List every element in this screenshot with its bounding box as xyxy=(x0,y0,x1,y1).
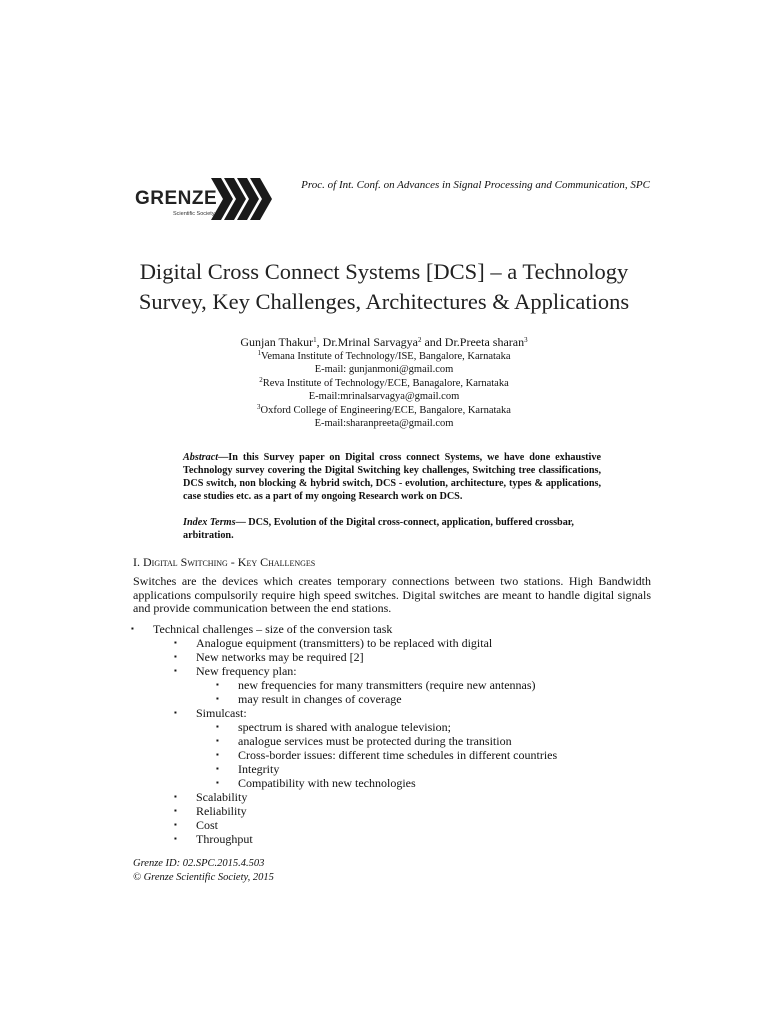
logo-wordmark: GRENZE xyxy=(135,188,218,209)
abstract-text: —In this Survey paper on Digital cross connect Systems, we have done exhaustive Technology survey covering the Digital Switching key challenges, Switching tree classifications, DCS switch, non blocking & hybrid switch, DCS - evolution, architecture, types & applications, case studies etc. as a part of my ongoing Research work on DCS. xyxy=(183,452,601,502)
list-item xyxy=(216,692,402,706)
author-1: Gunjan Thakur xyxy=(240,335,314,349)
list-item xyxy=(131,622,393,636)
index-terms-text: — DCS, Evolution of the Digital cross-connect, application, buffered crossbar, arbitration. xyxy=(183,517,574,541)
list-item-text: Analogue equipment (transmitters) to be replaced with digital xyxy=(196,636,493,650)
bullet-icon: ▪ xyxy=(174,834,177,843)
title-line-1: Digital Cross Connect Systems [DCS] – a Technology xyxy=(139,259,629,284)
affiliation-3 xyxy=(0,404,768,417)
abstract-label: Abstract xyxy=(183,452,219,463)
proceedings-header: Proc. of Int. Conf. on Advances in Signal Processing and Communication, SPC xyxy=(301,179,650,191)
list-item-text: Throughput xyxy=(196,832,253,846)
list-item-text: Scalability xyxy=(196,790,248,804)
author-2-sup: 2 xyxy=(417,336,422,344)
list-item xyxy=(174,790,248,804)
affiliation-1-sup: 1 xyxy=(257,349,261,357)
affiliation-1-text: Vemana Institute of Technology/ISE, Bangalore, Karnataka xyxy=(260,351,511,362)
author-2: , Dr.Mrinal Sarvagya xyxy=(316,335,418,349)
index-terms-label: Index Terms xyxy=(183,517,236,528)
grenze-logo xyxy=(133,176,278,224)
index-terms xyxy=(183,516,601,542)
section-number: I. xyxy=(133,555,140,569)
list-item xyxy=(174,664,297,678)
bullet-icon: ▪ xyxy=(174,652,177,661)
grenze-id: Grenze ID: 02.SPC.2015.4.503 xyxy=(133,858,265,869)
bullet-icon: ▪ xyxy=(174,708,177,717)
list-item xyxy=(174,650,364,664)
list-item xyxy=(216,776,416,790)
list-item xyxy=(174,804,247,818)
list-item-text: Simulcast: xyxy=(196,706,247,720)
section-title: Digital Switching - Key Challenges xyxy=(143,555,316,569)
author-3: and Dr.Preeta sharan xyxy=(421,335,525,349)
list-item xyxy=(216,720,451,734)
bullet-icon: ▪ xyxy=(216,736,219,745)
affiliation-3-text: Oxford College of Engineering/ECE, Bangalore, Karnataka xyxy=(260,404,511,416)
list-item-text: Compatibility with new technologies xyxy=(238,776,416,790)
email-3: E-mail:sharanpreeta@gmail.com xyxy=(314,418,454,430)
bullet-icon: ▪ xyxy=(216,750,219,759)
list-item xyxy=(174,636,493,650)
logo-subtitle: Scientific Society xyxy=(173,211,215,217)
list-item xyxy=(216,762,280,776)
bullet-icon: ▪ xyxy=(216,680,219,689)
affiliation-3-sup: 3 xyxy=(257,402,261,411)
abstract xyxy=(183,451,601,503)
list-item xyxy=(216,734,512,748)
list-item-text: Cross-border issues: different time schedules in different countries xyxy=(238,748,558,762)
list-item-text: Reliability xyxy=(196,804,247,818)
author-3-sup: 3 xyxy=(524,336,528,344)
bullet-icon: ▪ xyxy=(174,806,177,815)
email-1: E-mail: gunjanmoni@gmail.com xyxy=(314,364,454,376)
bullet-icon: ▪ xyxy=(131,624,134,633)
affiliation-2-text: Reva Institute of Technology/ECE, Banagalore, Karnataka xyxy=(262,377,509,389)
bullet-icon: ▪ xyxy=(174,820,177,829)
list-item-text: new frequencies for many transmitters (require new antennas) xyxy=(238,678,536,692)
list-item xyxy=(216,748,558,762)
author-1-sup: 1 xyxy=(313,336,317,344)
list-item-text: Cost xyxy=(196,818,219,832)
bullet-icon: ▪ xyxy=(216,694,219,703)
footer xyxy=(133,857,274,884)
copyright: © Grenze Scientific Society, 2015 xyxy=(133,871,274,883)
author-names xyxy=(0,336,768,349)
affiliation-2-sup: 2 xyxy=(259,375,263,384)
list-item xyxy=(216,678,536,692)
bullet-icon: ▪ xyxy=(174,666,177,675)
bullet-icon: ▪ xyxy=(216,722,219,731)
title-line-2: Survey, Key Challenges, Architectures & Applications xyxy=(138,289,630,314)
bullet-icon: ▪ xyxy=(216,764,219,773)
affiliation-2 xyxy=(0,377,768,390)
section-heading xyxy=(133,555,315,570)
list-item-text: may result in changes of coverage xyxy=(238,692,402,706)
list-item xyxy=(174,832,253,846)
affiliation-1 xyxy=(0,350,768,363)
list-item-text: analogue services must be protected during the transition xyxy=(238,734,512,748)
list-item-text: New frequency plan: xyxy=(196,664,297,678)
list-item-text: New networks may be required [2] xyxy=(196,650,364,664)
paper-title xyxy=(0,257,768,317)
bullet-icon: ▪ xyxy=(174,638,177,647)
list-item xyxy=(174,706,247,720)
list-item-text: Technical challenges – size of the conversion task xyxy=(153,622,393,636)
bullet-icon: ▪ xyxy=(216,778,219,787)
email-2: E-mail:mrinalsarvagya@gmail.com xyxy=(308,391,460,403)
author-block xyxy=(0,336,768,430)
intro-paragraph: Switches are the devices which creates temporary connections between two stations. High Bandwidth applications compulsorily require high speed switches. Digital switches are meant to handle digital signals and provide communication between the end stations. xyxy=(133,574,651,615)
bullet-icon: ▪ xyxy=(174,792,177,801)
list-item-text: spectrum is shared with analogue television; xyxy=(238,720,451,734)
logo-chevrons-icon xyxy=(211,176,277,222)
list-item xyxy=(174,818,219,832)
list-item-text: Integrity xyxy=(238,762,280,776)
